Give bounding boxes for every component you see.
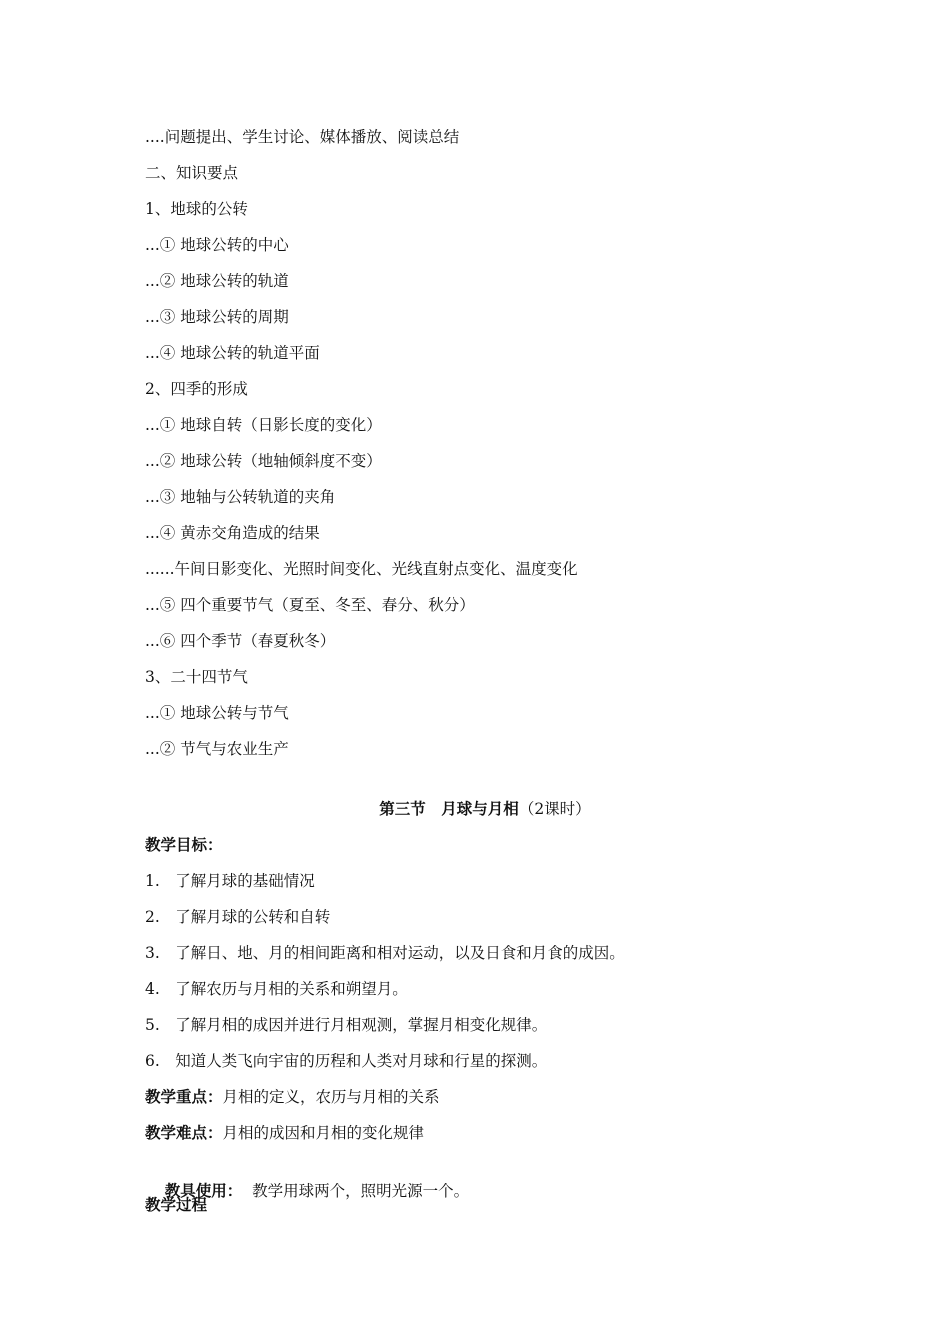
goals-label: 教学目标：	[145, 835, 223, 854]
outline-subheading: 1、地球的公转	[145, 200, 248, 218]
outline-line: ...① 地球自转（日影长度的变化）	[145, 416, 382, 434]
outline-line: ...② 地球公转的轨道	[145, 272, 289, 290]
difficulty-point	[145, 1122, 424, 1144]
difficulty-text: 月相的成因和月相的变化规律	[222, 1124, 425, 1142]
section-title-text: 第三节 月球与月相	[379, 799, 519, 818]
outline-line: ......午间日影变化、光照时间变化、光线直射点变化、温度变化	[145, 560, 578, 578]
outline-line: ...③ 地轴与公转轨道的夹角	[145, 488, 336, 506]
outline-subheading: 2、四季的形成	[145, 380, 248, 398]
outline-line: ...② 节气与农业生产	[145, 740, 289, 758]
section-hours: （2课时）	[518, 800, 591, 818]
outline-line: ...⑤ 四个重要节气（夏至、冬至、春分、秋分）	[145, 596, 475, 614]
key-point-text: 月相的定义，农历与月相的关系	[222, 1088, 440, 1106]
outline-line: ...② 地球公转（地轴倾斜度不变）	[145, 452, 382, 470]
key-point	[145, 1086, 440, 1108]
outline-line: ....问题提出、学生讨论、媒体播放、阅读总结	[145, 128, 460, 146]
goal-item: 2. 了解月球的公转和自转	[145, 908, 331, 926]
process-label: 教学过程	[145, 1195, 208, 1214]
outline-heading: 二、知识要点	[145, 164, 239, 182]
goal-item: 6. 知道人类飞向宇宙的历程和人类对月球和行星的探测。	[145, 1052, 548, 1070]
outline-line: ...③ 地球公转的周期	[145, 308, 289, 326]
goal-item: 5. 了解月相的成因并进行月相观测，掌握月相变化规律。	[145, 1016, 548, 1034]
outline-line: ...④ 黄赤交角造成的结果	[145, 524, 320, 542]
key-point-label: 教学重点：	[145, 1087, 223, 1106]
tools-label: 教具使用：	[164, 1181, 243, 1200]
outline-line: ...④ 地球公转的轨道平面	[145, 344, 320, 362]
goal-item: 1. 了解月球的基础情况	[145, 872, 315, 890]
difficulty-label: 教学难点：	[145, 1123, 223, 1142]
outline-subheading: 3、二十四节气	[145, 668, 248, 686]
section-title	[0, 798, 950, 820]
tools-text: 教学用球两个，照明光源一个。	[242, 1182, 470, 1200]
outline-line: ...① 地球公转的中心	[145, 236, 289, 254]
outline-line: ...① 地球公转与节气	[145, 704, 289, 722]
goal-item: 4. 了解农历与月相的关系和朔望月。	[145, 980, 408, 998]
outline-line: ...⑥ 四个季节（春夏秋冬）	[145, 632, 336, 650]
goal-item: 3. 了解日、地、月的相间距离和相对运动，以及日食和月食的成因。	[145, 944, 625, 962]
